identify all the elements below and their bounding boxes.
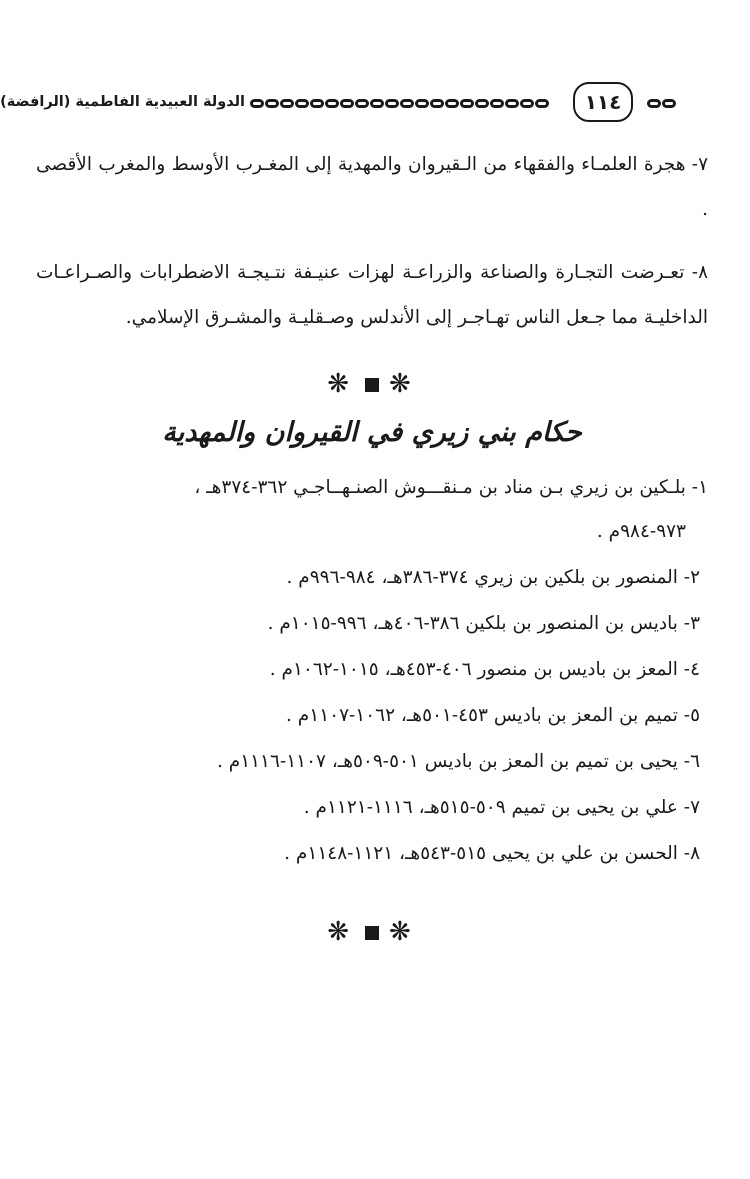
list-item bbox=[36, 466, 708, 554]
list-item: ٤- المعز بن باديس بن منصور ٤٠٦-٤٥٣هـ، ١٠١٥-١٠٦٢م . bbox=[269, 659, 700, 680]
star-ornament-icon: ❋ bbox=[327, 917, 355, 947]
square-ornament-icon bbox=[365, 926, 379, 940]
list-item: ٦- يحيى بن تميم بن المعز بن باديس ٥٠١-٥٠٩هـ، ١١٠٧-١١١٦م . bbox=[216, 751, 700, 772]
star-ornament-icon: ❋ bbox=[389, 369, 417, 399]
page-header bbox=[0, 78, 720, 128]
section-separator bbox=[36, 364, 708, 404]
page-number: ١١٤ bbox=[573, 82, 633, 122]
list-item: ٥- تميم بن المعز بن باديس ٤٥٣-٥٠١هـ، ١٠٦٢-١١٠٧م . bbox=[286, 705, 700, 726]
chain-ornament-left bbox=[250, 96, 549, 111]
ruler-line-continuation: ٩٧٣-٩٨٤م . bbox=[596, 521, 686, 542]
section-title: حكام بني زيري في القيروان والمهدية bbox=[162, 417, 582, 448]
page-content bbox=[36, 142, 708, 958]
list-item: ٧- علي بن يحيى بن تميم ٥٠٩-٥١٥هـ، ١١١٦-١١٢١م . bbox=[303, 797, 700, 818]
paragraph-7: ٧- هجرة العلمـاء والفقهاء من الـقيروان والمهدية إلى المغـرب الأوسط والمغرب الأقصى . bbox=[36, 154, 708, 220]
chain-ornament-right bbox=[647, 96, 676, 111]
star-ornament-icon: ❋ bbox=[327, 369, 355, 399]
running-title: الدولة العبيدية الفاطمية (الرافضة) bbox=[0, 94, 245, 110]
list-item: ٨- الحسن بن علي بن يحيى ٥١٥-٥٤٣هـ، ١١٢١-١١٤٨م . bbox=[284, 843, 700, 864]
star-ornament-icon: ❋ bbox=[389, 917, 417, 947]
square-ornament-icon bbox=[365, 378, 379, 392]
rulers-list bbox=[36, 466, 708, 876]
end-separator bbox=[36, 912, 708, 952]
ruler-line: ١- بلـكين بن زيري بـن مناد بن مـنقـــوش الصنـهــاجـي ٣٦٢-٣٧٤هـ ، bbox=[194, 477, 708, 498]
paragraph-8: ٨- تعـرضت التجـارة والصناعة والزراعـة لهزات عنيـفة نتـيجـة الاضطرابات والصـراعـات الداخليـة مما جـعل الناس تهـاجـر إلى الأندلس وصـقليـة والمشـرق الإسلامي. bbox=[36, 262, 708, 328]
list-item: ٣- باديس بن المنصور بن بلكين ٣٨٦-٤٠٦هـ، ٩٩٦-١٠١٥م . bbox=[267, 613, 700, 634]
list-item: ٢- المنصور بن بلكين بن زيري ٣٧٤-٣٨٦هـ، ٩٨٤-٩٩٦م . bbox=[286, 567, 700, 588]
